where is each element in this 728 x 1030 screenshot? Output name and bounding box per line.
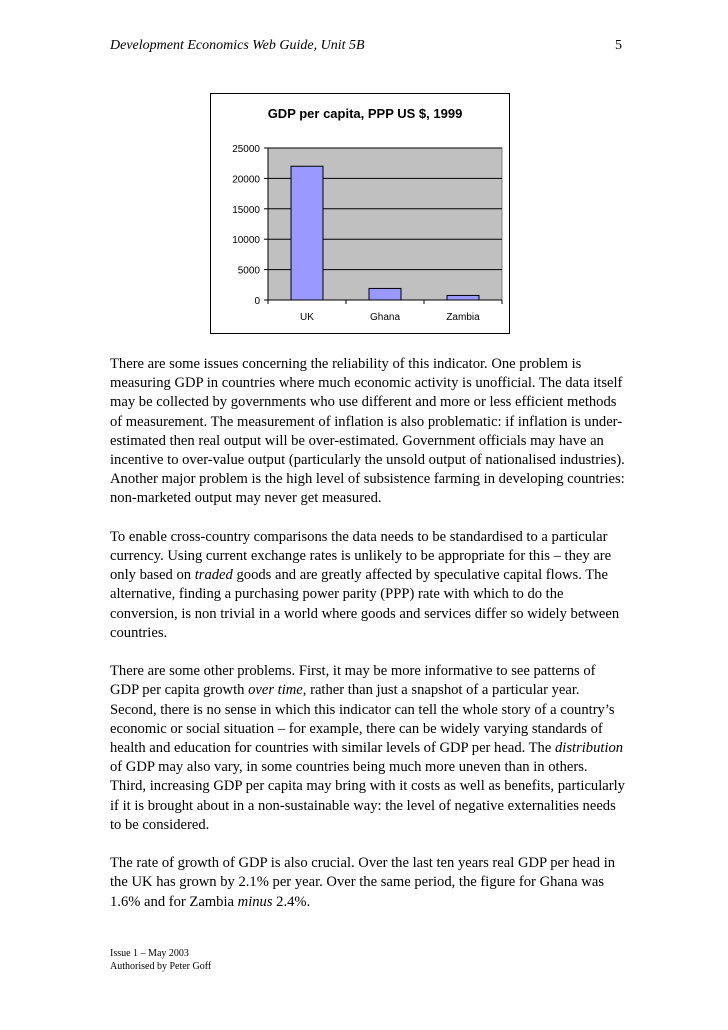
page-number: 5 <box>615 38 622 53</box>
text-run: The rate of growth of GDP is also crucial. Over the last ten years real GDP per head in the UK has grown by 2.1% per year. Over the same period, the figure for Ghana was 1.6% and for Zambia <box>110 855 616 910</box>
y-tick-label: 15000 <box>232 204 260 216</box>
emphasis-text: distribution <box>554 740 624 757</box>
page-footer <box>110 947 211 973</box>
emphasis-text: over time <box>248 682 303 699</box>
text-run: There are some other problems. First, it may be more informative to see patterns of GDP per capita growth <box>110 663 596 699</box>
text-run: 2.4%. <box>272 893 311 910</box>
paragraph <box>110 355 626 509</box>
text-run: goods and are greatly affected by speculative capital flows. The alternative, finding a purchasing power parity (PPP) rate with which to do the conversion, is non trivial in a world where goods and services differ so widely between countries. <box>110 567 620 641</box>
bar-ghana <box>369 288 401 300</box>
text-run: , rather than just a snapshot of a particular year. Second, there is no sense in which this indicator can tell the whole story of a country’s economic or social situation – for example, there can be widely varying standards of health and education for countries with similar levels of GDP per head. The <box>110 682 615 757</box>
header-title: Development Economics Web Guide, Unit 5B <box>110 38 365 53</box>
paragraph <box>110 662 626 835</box>
text-run: To enable cross-country comparisons the data needs to be standardised to a particular currency. Using current exchange rates is unlikely to be appropriate for this – they are only based on <box>110 528 612 584</box>
footer-author: Authorised by Peter Goff <box>110 961 212 972</box>
y-tick-label: 25000 <box>232 144 260 155</box>
x-tick-label: Ghana <box>369 312 401 323</box>
x-tick-label: UK <box>300 312 314 323</box>
emphasis-text: minus <box>237 893 273 910</box>
footer-issue: Issue 1 – May 2003 <box>110 948 189 959</box>
body-text <box>110 355 626 931</box>
paragraph <box>110 528 626 643</box>
y-tick-label: 10000 <box>232 235 260 247</box>
gdp-chart <box>210 93 510 334</box>
y-tick-label: 0 <box>254 296 260 307</box>
running-header <box>110 38 622 54</box>
chart-title: GDP per capita, PPP US $, 1999 <box>267 106 463 121</box>
bar-zambia <box>447 295 479 300</box>
x-tick-label: Zambia <box>446 312 480 323</box>
chart-canvas <box>211 94 509 333</box>
paragraph <box>110 854 626 912</box>
emphasis-text: traded <box>194 567 233 584</box>
text-run: of GDP may also vary, in some countries being much more uneven than in others. Third, increasing GDP per capita may bring with it costs as well as benefits, particularly if it is brought about in a non-sustainable way: the level of negative externalities needs to be considered. <box>110 759 625 833</box>
y-tick-label: 5000 <box>237 265 260 277</box>
text-run: There are some issues concerning the reliability of this indicator. One problem is measuring GDP in countries where much economic activity is unofficial. The data itself may be collected by governments who use different and more or less efficient methods of measurement. The measurement of inflation is also problematic: if inflation is under-estimated then real output will be over-estimated. Government officials may have an incentive to over-value output (particularly the unsold output of nationalised industries). Another major problem is the high level of subsistence farming in developing countries: non-marketed output may never get measured. <box>110 356 625 507</box>
bar-uk <box>291 166 323 300</box>
y-tick-label: 20000 <box>232 174 260 186</box>
